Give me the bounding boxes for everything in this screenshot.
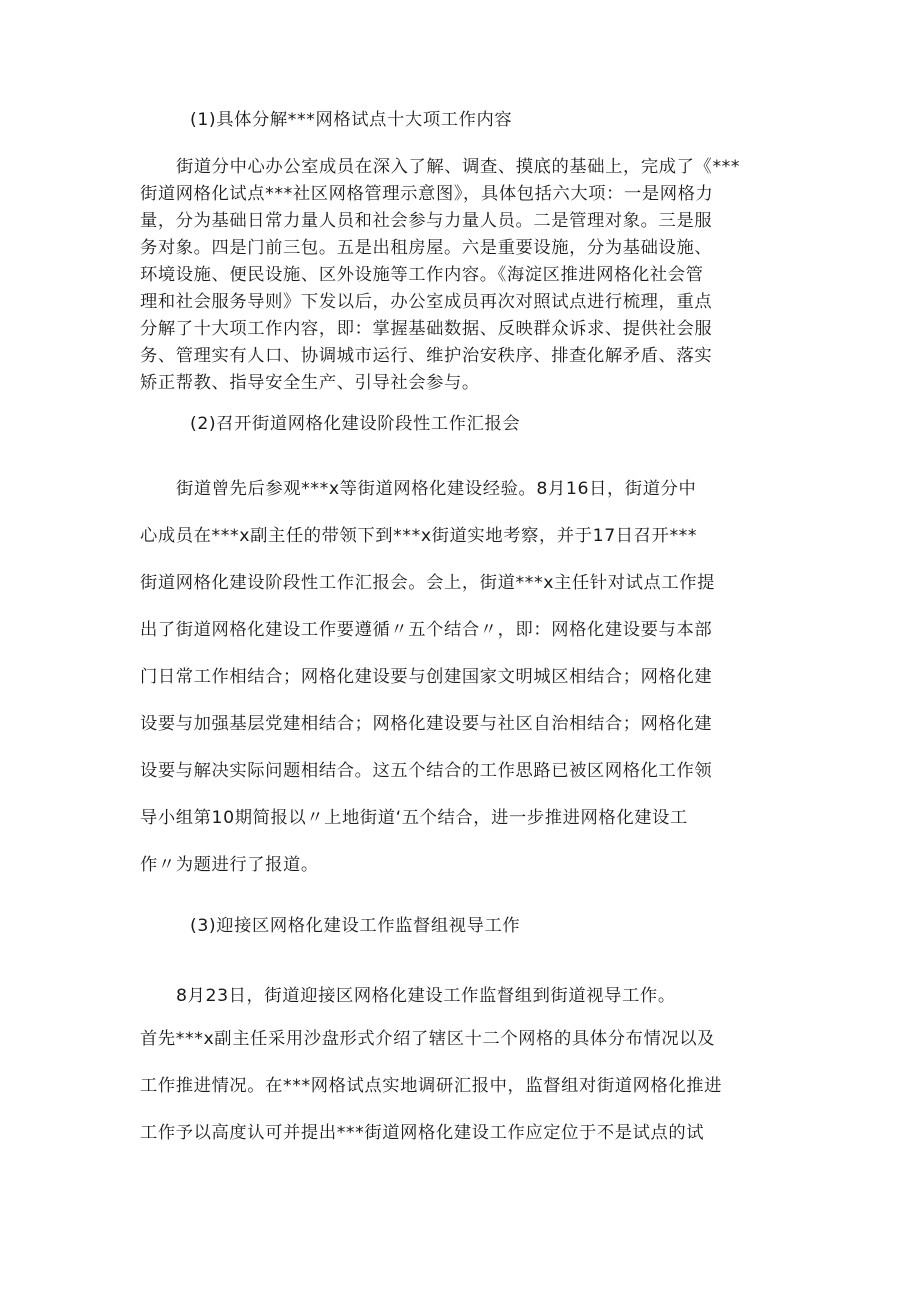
section-heading: (3)迎接区网格化建设工作监督组视导工作 [190,916,521,936]
paragraph-line: 出了街道网格化建设工作要遵循〃五个结合〃，即：网格化建设要与本部 [140,620,713,640]
paragraph-line: 街道分中心办公室成员在深入了解、调查、摸底的基础上，完成了《*** [176,157,741,177]
paragraph-line: 量，分为基础日常力量人员和社会参与力量人员。二是管理对象。三是服 [140,211,713,231]
section-heading: (1)具体分解***网格试点十大项工作内容 [190,110,513,130]
paragraph-line: 矫正帮教、指导安全生产、引导社会参与。 [140,373,480,393]
paragraph-line: 街道网格化试点***社区网格管理示意图》，具体包括六大项：一是网格力 [140,184,714,204]
paragraph-line: 设要与加强基层党建相结合；网格化建设要与社区自治相结合；网格化建 [140,714,713,734]
paragraph-line: 作〃为题进行了报道。 [140,855,319,875]
paragraph-line: 8月23日，街道迎接区网格化建设工作监督组到街道视导工作。 [176,986,676,1006]
paragraph-line: 导小组第10期简报以〃上地街道‘五个结合，进一步推进网格化建设工 [140,808,688,828]
paragraph-line: 务、管理实有人口、协调城市运行、维护治安秩序、排查化解矛盾、落实 [140,346,713,366]
paragraph-line: 设要与解决实际问题相结合。这五个结合的工作思路已被区网格化工作领 [140,761,713,781]
paragraph-line: 首先***x副主任采用沙盘形式介绍了辖区十二个网格的具体分布情况以及 [140,1029,715,1049]
paragraph-line: 环境设施、便民设施、区外设施等工作内容。《海淀区推进网格化社会管 [140,265,704,285]
paragraph-line: 门日常工作相结合；网格化建设要与创建国家文明城区相结合；网格化建 [140,667,713,687]
paragraph-line: 街道网格化建设阶段性工作汇报会。会上，街道***x主任针对试点工作提 [140,573,715,593]
paragraph-line: 工作予以高度认可并提出***街道网格化建设工作应定位于不是试点的试 [140,1123,705,1143]
paragraph-line: 街道曾先后参观***x等街道网格化建设经验。8月16日，街道分中 [176,479,697,499]
section-heading: (2)召开街道网格化建设阶段性工作汇报会 [190,414,521,434]
paragraph-line: 分解了十大项工作内容，即：掌握基础数据、反映群众诉求、提供社会服 [140,319,713,339]
paragraph-line: 工作推进情况。在***网格试点实地调研汇报中，监督组对街道网格化推进 [140,1076,723,1096]
paragraph-line: 务对象。四是门前三包。五是出租房屋。六是重要设施，分为基础设施、 [140,238,713,258]
paragraph-line: 理和社会服务导则》下发以后，办公室成员再次对照试点进行梳理，重点 [140,292,713,312]
paragraph-line: 心成员在***x副主任的带领下到***x街道实地考察，并于17日召开*** [140,526,698,546]
